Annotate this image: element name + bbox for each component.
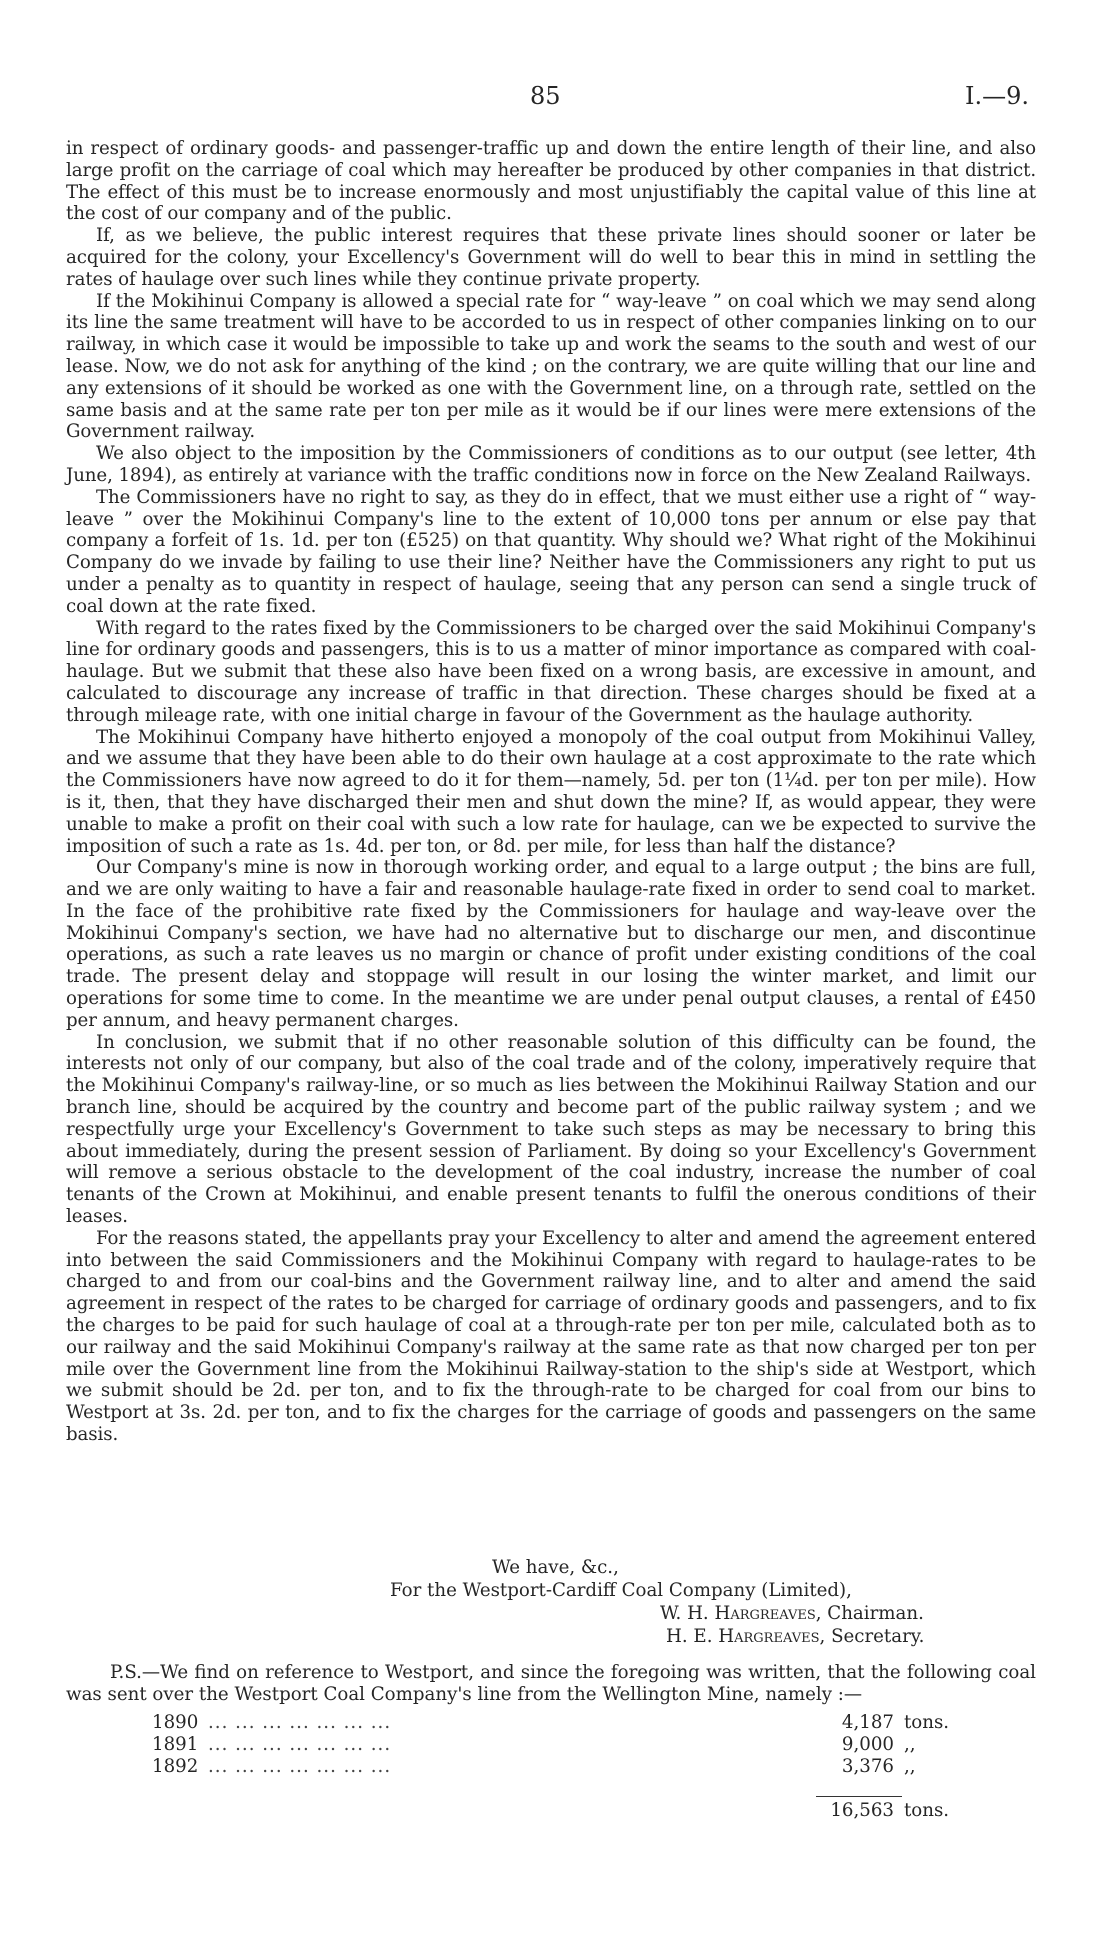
- dot-leader: ... ... ... ... ... ... ...: [208, 1734, 392, 1755]
- signatory-name: H. E. Hargreaves: [666, 1626, 820, 1647]
- total-amount: 16,563: [830, 1800, 894, 1821]
- paragraph: For the reasons stated, the appellants pray your Excellency to alter and amend the agreement entered into between the said Commissioners and the Mokihinui Company with regard to haulage-rates to be charged to and from our coal-bins and the Government railway line, and to alter and amend the said agreement in respect of the rates to be charged for carriage of ordinary goods and passengers, and to fix the charges to be paid for such haulage of coal at a through-rate per ton per mile, calculated both as to our railway and the said Mokihinui Company's railway at the same rate as that now charged per ton per mile over the Government line from the Mokihinui Railway-station to the ship's side at Westport, which we submit should be 2d. per ton, and to fix the through-rate to be charged for coal from our bins to Westport at 3s. 2d. per ton, and to fix the charges for the carriage of goods and passengers on the same basis.: [66, 1227, 1036, 1446]
- total-row: [816, 1800, 949, 1821]
- signatory-secretary: [666, 1626, 924, 1648]
- salutation: We have, &c.,: [492, 1557, 619, 1578]
- paragraph: If, as we believe, the public interest requires that these private lines should sooner or later be acquired for the colony, your Excellency's Government will do well to bear this in mind in settling the rates of haulage over such lines while they continue private property.: [66, 225, 1036, 290]
- year-cell: 1892: [152, 1756, 199, 1777]
- table-row: [152, 1756, 952, 1778]
- amount-cell: 3,376: [841, 1756, 894, 1777]
- year-cell: 1891: [152, 1734, 199, 1755]
- paragraph: If the Mokihinui Company is allowed a special rate for “ way-leave ” on coal which we may send along its line the same treatment will have to be accorded to us in respect of other companies linking on to our railway, in which case it would be impossible to take up and work the seams to the south and west of our lease. Now, we do not ask for anything of the kind ; on the contrary, we are quite willing that our line and any extensions of it should be worked as one with the Government line, on a through rate, settled on the same basis and at the same rate per ton per mile as it would be if our lines were mere extensions of the Government railway.: [66, 290, 1036, 443]
- page-number: 85: [530, 82, 561, 110]
- document-reference: I.—9.: [965, 82, 1030, 110]
- postscript: P.S.—We find on reference to Westport, and since the foregoing was written, that the following coal was sent over the Westport Coal Company's line from the Wellington Mine, namely :—: [66, 1662, 1036, 1705]
- paragraph: The Commissioners have no right to say, as they do in effect, that we must either use a right of “ way-leave ” over the Mokihinui Company's line to the extent of 10,000 tons per annum or else pay that company a forfeit of 1s. 1d. per ton (£525) on that quantity. Why should we? What right of the Mokihinui Company do we invade by failing to use their line? Neither have the Commissioners any right to put us under a penalty as to quantity in respect of haulage, seeing that any person can send a single truck of coal down at the rate fixed.: [66, 486, 1036, 617]
- amount-cell: 9,000: [841, 1734, 894, 1755]
- table-row: [152, 1712, 952, 1734]
- paragraph: With regard to the rates fixed by the Commissioners to be charged over the said Mokihinui Company's line for ordinary goods and passengers, this is to us a matter of minor importance as compared with coal-haulage. But we submit that these also have been fixed on a wrong basis, are excessive in amount, and calculated to discourage any increase of traffic in that direction. These charges should be fixed at a through mileage rate, with one initial charge in favour of the Government as the haulage authority.: [66, 617, 1036, 726]
- total-unit: tons.: [904, 1800, 950, 1821]
- paragraph: We also object to the imposition by the Commissioners of conditions as to our output (see letter, 4th June, 1894), as entirely at variance with the traffic conditions now in force on the New Zealand Railways.: [66, 443, 1036, 486]
- signatory-title: , Chairman.: [815, 1603, 924, 1624]
- company-line: For the Westport-Cardiff Coal Company (Limited),: [390, 1580, 852, 1601]
- paragraph: in respect of ordinary goods- and passenger-traffic up and down the entire length of their line, and also large profit on the carriage of coal which may hereafter be produced by other companies in that district. The effect of this must be to increase enormously and most unjustifiably the capital value of this line at the cost of our company and of the public.: [66, 138, 1036, 225]
- amount-cell: 4,187: [841, 1712, 894, 1733]
- signatory-title: , Secretary.: [819, 1626, 925, 1647]
- total-divider: [816, 1796, 902, 1797]
- unit-cell: tons.: [904, 1712, 950, 1733]
- paragraph: The Mokihinui Company have hitherto enjoyed a monopoly of the coal output from Mokihinui Valley, and we assume that they have been able to do their own haulage at a cost approximate to the rate which the Commissioners have now agreed to do it for them—namely, 5d. per ton (1¼d. per ton per mile). How is it, then, that they have discharged their men and shut down the mine? If, as would appear, they were unable to make a profit on their coal with such a low rate for haulage, can we be expected to survive the imposition of such a rate as 1s. 4d. per ton, or 8d. per mile, for less than half the distance?: [66, 726, 1036, 857]
- dot-leader: ... ... ... ... ... ... ...: [208, 1756, 392, 1777]
- unit-cell: ,,: [904, 1734, 916, 1755]
- dot-leader: ... ... ... ... ... ... ...: [208, 1712, 392, 1733]
- table-row: [152, 1734, 952, 1756]
- signatory-chairman: [660, 1603, 924, 1625]
- signatory-name: W. H. Hargreaves: [660, 1603, 816, 1624]
- paragraph: Our Company's mine is now in thorough working order, and equal to a large output ; the bins are full, and we are only waiting to have a fair and reasonable haulage-rate fixed in order to send coal to market. In the face of the prohibitive rate fixed by the Commissioners for haulage and way-leave over the Mokihinui Company's section, we have had no alternative but to discharge our men, and discontinue operations, as such a rate leaves us no margin or chance of profit under existing conditions of the coal trade. The present delay and stoppage will result in our losing the winter market, and limit our operations for some time to come. In the meantime we are under penal output clauses, a rental of £450 per annum, and heavy permanent charges.: [66, 857, 1036, 1031]
- paragraph: In conclusion, we submit that if no other reasonable solution of this difficulty can be found, the interests not only of our company, but also of the coal trade and of the colony, imperatively require that the Mokihinui Company's railway-line, or so much as lies between the Mokihinui Railway Station and our branch line, should be acquired by the country and become part of the public railway system ; and we respectfully urge your Excellency's Government to take such steps as may be necessary to bring this about immediately, during the present session of Parliament. By doing so your Excellency's Government will remove a serious obstacle to the development of the coal industry, increase the number of coal tenants of the Crown at Mokihinui, and enable present tenants to fulfil the onerous conditions of their leases.: [66, 1031, 1036, 1228]
- year-cell: 1890: [152, 1712, 199, 1733]
- unit-cell: ,,: [904, 1756, 916, 1777]
- letter-body: [66, 138, 1036, 1446]
